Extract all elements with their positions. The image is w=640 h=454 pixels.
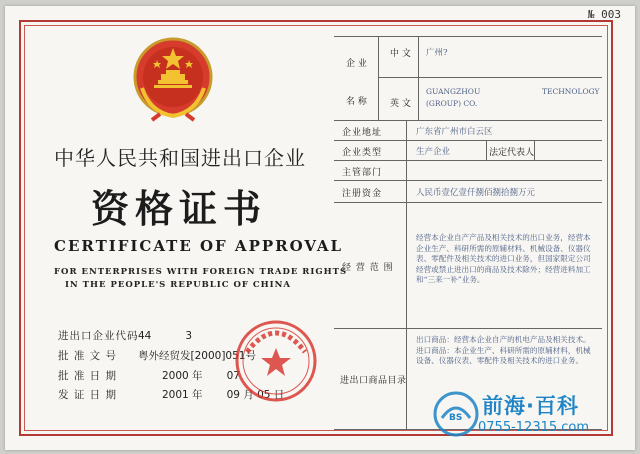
title-chinese: 中华人民共和国进出口企业 — [54, 146, 306, 170]
national-emblem-icon — [130, 36, 216, 122]
address-label: 企业地址 — [342, 127, 383, 138]
scope-row — [334, 202, 602, 329]
field-value: 粤外经贸发[2000]051号 — [138, 350, 256, 362]
address-row — [334, 120, 602, 141]
field-value-2: 3 — [185, 330, 193, 342]
official-seal-icon — [233, 318, 319, 404]
field-label: 批 准 文 号 — [58, 350, 118, 362]
capital-row — [334, 180, 602, 203]
title-english: CERTIFICATE OF APPROVAL — [54, 237, 344, 255]
field-value: 2001 年 — [162, 389, 203, 401]
field-label: 批 准 日 期 — [58, 370, 118, 382]
type-label: 企业类型 — [342, 147, 383, 158]
department-row — [334, 160, 602, 181]
legal-rep-label: 法定代表人 — [489, 147, 535, 158]
field-value-2: 09 月 05 日 — [226, 389, 285, 401]
subtitle-english-2: IN THE PEOPLE'S REPUBLIC OF CHINA — [64, 280, 292, 290]
scope-label: 经 营 范 围 — [342, 262, 394, 273]
type-value: 生产企业 — [416, 147, 451, 157]
name-label: 名 称 — [346, 96, 367, 107]
name-row — [334, 36, 602, 121]
certificate-title: 资格证书 — [90, 186, 267, 231]
capital-value: 人民币壹亿壹仟捌佰捌拾捌万元 — [416, 188, 536, 198]
department-label: 主管部门 — [342, 167, 383, 178]
field-enterprise-code — [58, 328, 192, 343]
field-label: 发 证 日 期 — [58, 389, 118, 401]
english-name-value-3: (GROUP) CO. — [426, 98, 478, 108]
serial-number: № 003 — [587, 8, 621, 21]
field-label: 进出口企业代码 — [58, 330, 139, 342]
watermark-brand: 前海·百科 — [482, 394, 579, 418]
english-name-label: 英 文 — [390, 98, 411, 109]
field-value-2: 07 — [226, 370, 240, 382]
field-approval-date — [58, 368, 240, 383]
scope-value: 经营本企业自产产品及相关技术的出口业务，经营本企业生产、科研所需的原辅材料、机械设备、仪器仪表、零配件及相关技术的进口业务，但国家限定公司经营或禁止进出口的商品及技术除外；经营进料加工和“三来一补”业务。 — [416, 233, 591, 284]
field-value: 2000 年 — [162, 370, 203, 382]
field-value: 44 — [138, 330, 152, 342]
catalog-value: 出口商品：经营本企业自产的机电产品及相关技术。进口商品：本企业生产、科研所需的原辅材料，机械设备、仪器仪表、零配件及相关技术的进口业务。 — [416, 335, 591, 365]
english-name-value-2: TECHNOLOGY — [542, 86, 600, 96]
subtitle-english-1: FOR ENTERPRISES WITH FOREIGN TRADE RIGHTS — [54, 267, 348, 277]
type-row — [334, 140, 602, 161]
enterprise-label: 企 业 — [346, 58, 367, 69]
watermark-phone: 0755-12315.com — [478, 420, 590, 435]
chinese-name-label: 中 文 — [390, 48, 411, 59]
capital-label: 注册资金 — [342, 188, 383, 199]
catalog-label: 进出口商品目录 — [340, 375, 407, 386]
address-value: 广东省广州市白云区 — [416, 127, 493, 137]
chinese-name-value: 广州? — [426, 48, 448, 58]
svg-text:BS: BS — [449, 413, 463, 423]
field-approval-number — [58, 348, 256, 363]
registration-table — [334, 36, 602, 428]
english-name-value-1: GUANGZHOU — [426, 86, 481, 96]
